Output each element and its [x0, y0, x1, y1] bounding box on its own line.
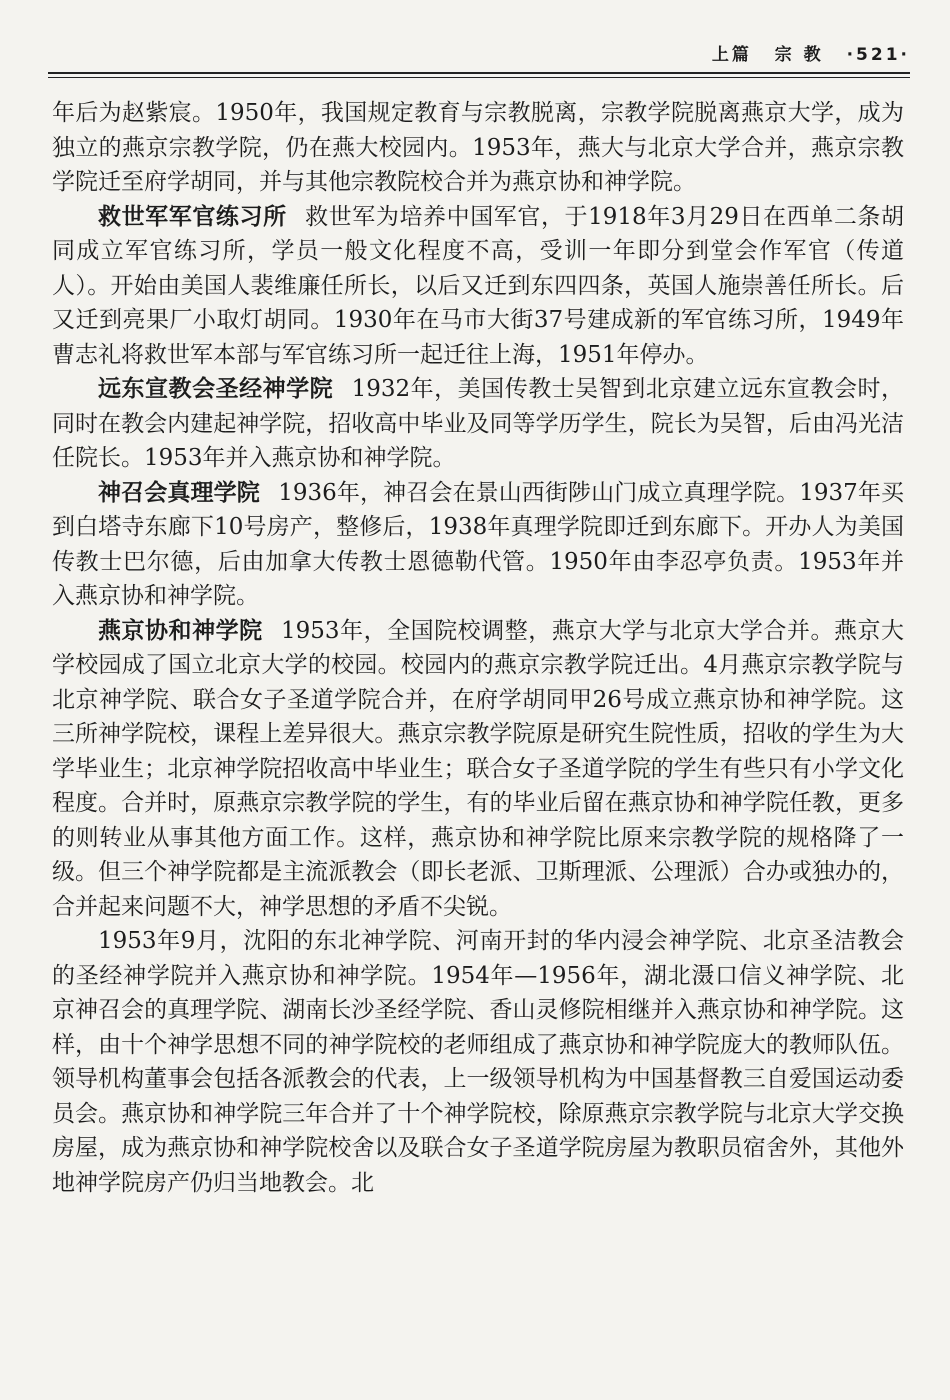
entry-text: 1932年，美国传教士吴智到北京建立远东宣教会时，同时在教会内建起神学院，招收高中毕业及同等学历学生，院长为吴智，后由冯光洁任院长。1953年并入燕京协和神学院。	[52, 376, 904, 471]
entry-term: 燕京协和神学院	[98, 617, 263, 644]
entry-salvation-army-officer-school	[52, 200, 904, 373]
paragraph-continuation	[52, 96, 904, 200]
entry-term: 神召会真理学院	[98, 479, 260, 506]
paragraph-text: 1953年9月，沈阳的东北神学院、河南开封的华内浸会神学院、北京圣洁教会的圣经神学院并入燕京协和神学院。1954年—1956年，湖北滠口信义神学院、北京神召会的真理学院、湖南长沙圣经学院、香山灵修院相继并入燕京协和神学院。这样，由十个神学思想不同的神学院校的老师组成了燕京协和神学院庞大的教师队伍。领导机构董事会包括各派教会的代表，上一级领导机构为中国基督教三自爱国运动委员会。燕京协和神学院三年合并了十个神学院校，除原燕京宗教学院与北京大学交换房屋，成为燕京协和神学院校舍以及联合女子圣道学院房屋为教职员宿舍外，其他外地神学院房产仍归当地教会。北	[52, 928, 904, 1196]
paragraph-1953-merger	[52, 924, 904, 1200]
entry-far-east-bible-seminary	[52, 372, 904, 476]
entry-yenching-union-seminary	[52, 614, 904, 925]
running-header	[48, 40, 910, 70]
entry-assemblies-truth-college	[52, 476, 904, 614]
entry-term: 远东宣教会圣经神学院	[98, 376, 334, 402]
header-section: 上篇	[711, 45, 752, 65]
header-page-number: ·521·	[846, 45, 910, 65]
entry-term: 救世军军官练习所	[98, 203, 287, 230]
header-rule-thick	[48, 72, 910, 74]
entry-text: 1953年，全国院校调整，燕京大学与北京大学合并。燕京大学校园成了国立北京大学的校园。校园内的燕京宗教学院迁出。4月燕京宗教学院与北京神学院、联合女子圣道学院合并，在府学胡同甲26号成立燕京协和神学院。这三所神学院校，课程上差异很大。燕京宗教学院原是研究生院性质，招收的学生为大学毕业生；北京神学院招收高中毕业生；联合女子圣道学院的学生有些只有小学文化程度。合并时，原燕京宗教学院的学生，有的毕业后留在燕京协和神学院任教，更多的则转业从事其他方面工作。这样，燕京协和神学院比原来宗教学院的规格降了一级。但三个神学院都是主流派教会（即长老派、卫斯理派、公理派）合办或独办的，合并起来问题不大，神学思想的矛盾不尖锐。	[52, 617, 904, 920]
header-chapter: 宗 教	[774, 45, 824, 65]
entry-text: 1936年，神召会在景山西街陟山门成立真理学院。1937年买到白塔寺东廊下10号房产，整修后，1938年真理学院即迁到东廊下。开办人为美国传教士巴尔德，后由加拿大传教士恩德勒代管。1950年由李忍亭负责。1953年并入燕京协和神学院。	[52, 479, 904, 609]
header-rule-thin	[48, 77, 910, 78]
body-text	[52, 96, 904, 1200]
entry-text: 救世军为培养中国军官，于1918年3月29日在西单二条胡同成立军官练习所，学员一般文化程度不高，受训一年即分到堂会作军官（传道人）。开始由美国人裴维廉任所长，以后又迁到东四四条，英国人施崇善任所长。后又迁到亮果厂小取灯胡同。1930年在马市大街37号建成新的军官练习所，1949年曹志礼将救世军本部与军官练习所一起迁往上海，1951年停办。	[52, 203, 905, 368]
paragraph-text: 年后为赵紫宸。1950年，我国规定教育与宗教脱离，宗教学院脱离燕京大学，成为独立的燕京宗教学院，仍在燕大校园内。1953年，燕大与北京大学合并，燕京宗教学院迁至府学胡同，并与其他宗教院校合并为燕京协和神学院。	[52, 100, 904, 195]
